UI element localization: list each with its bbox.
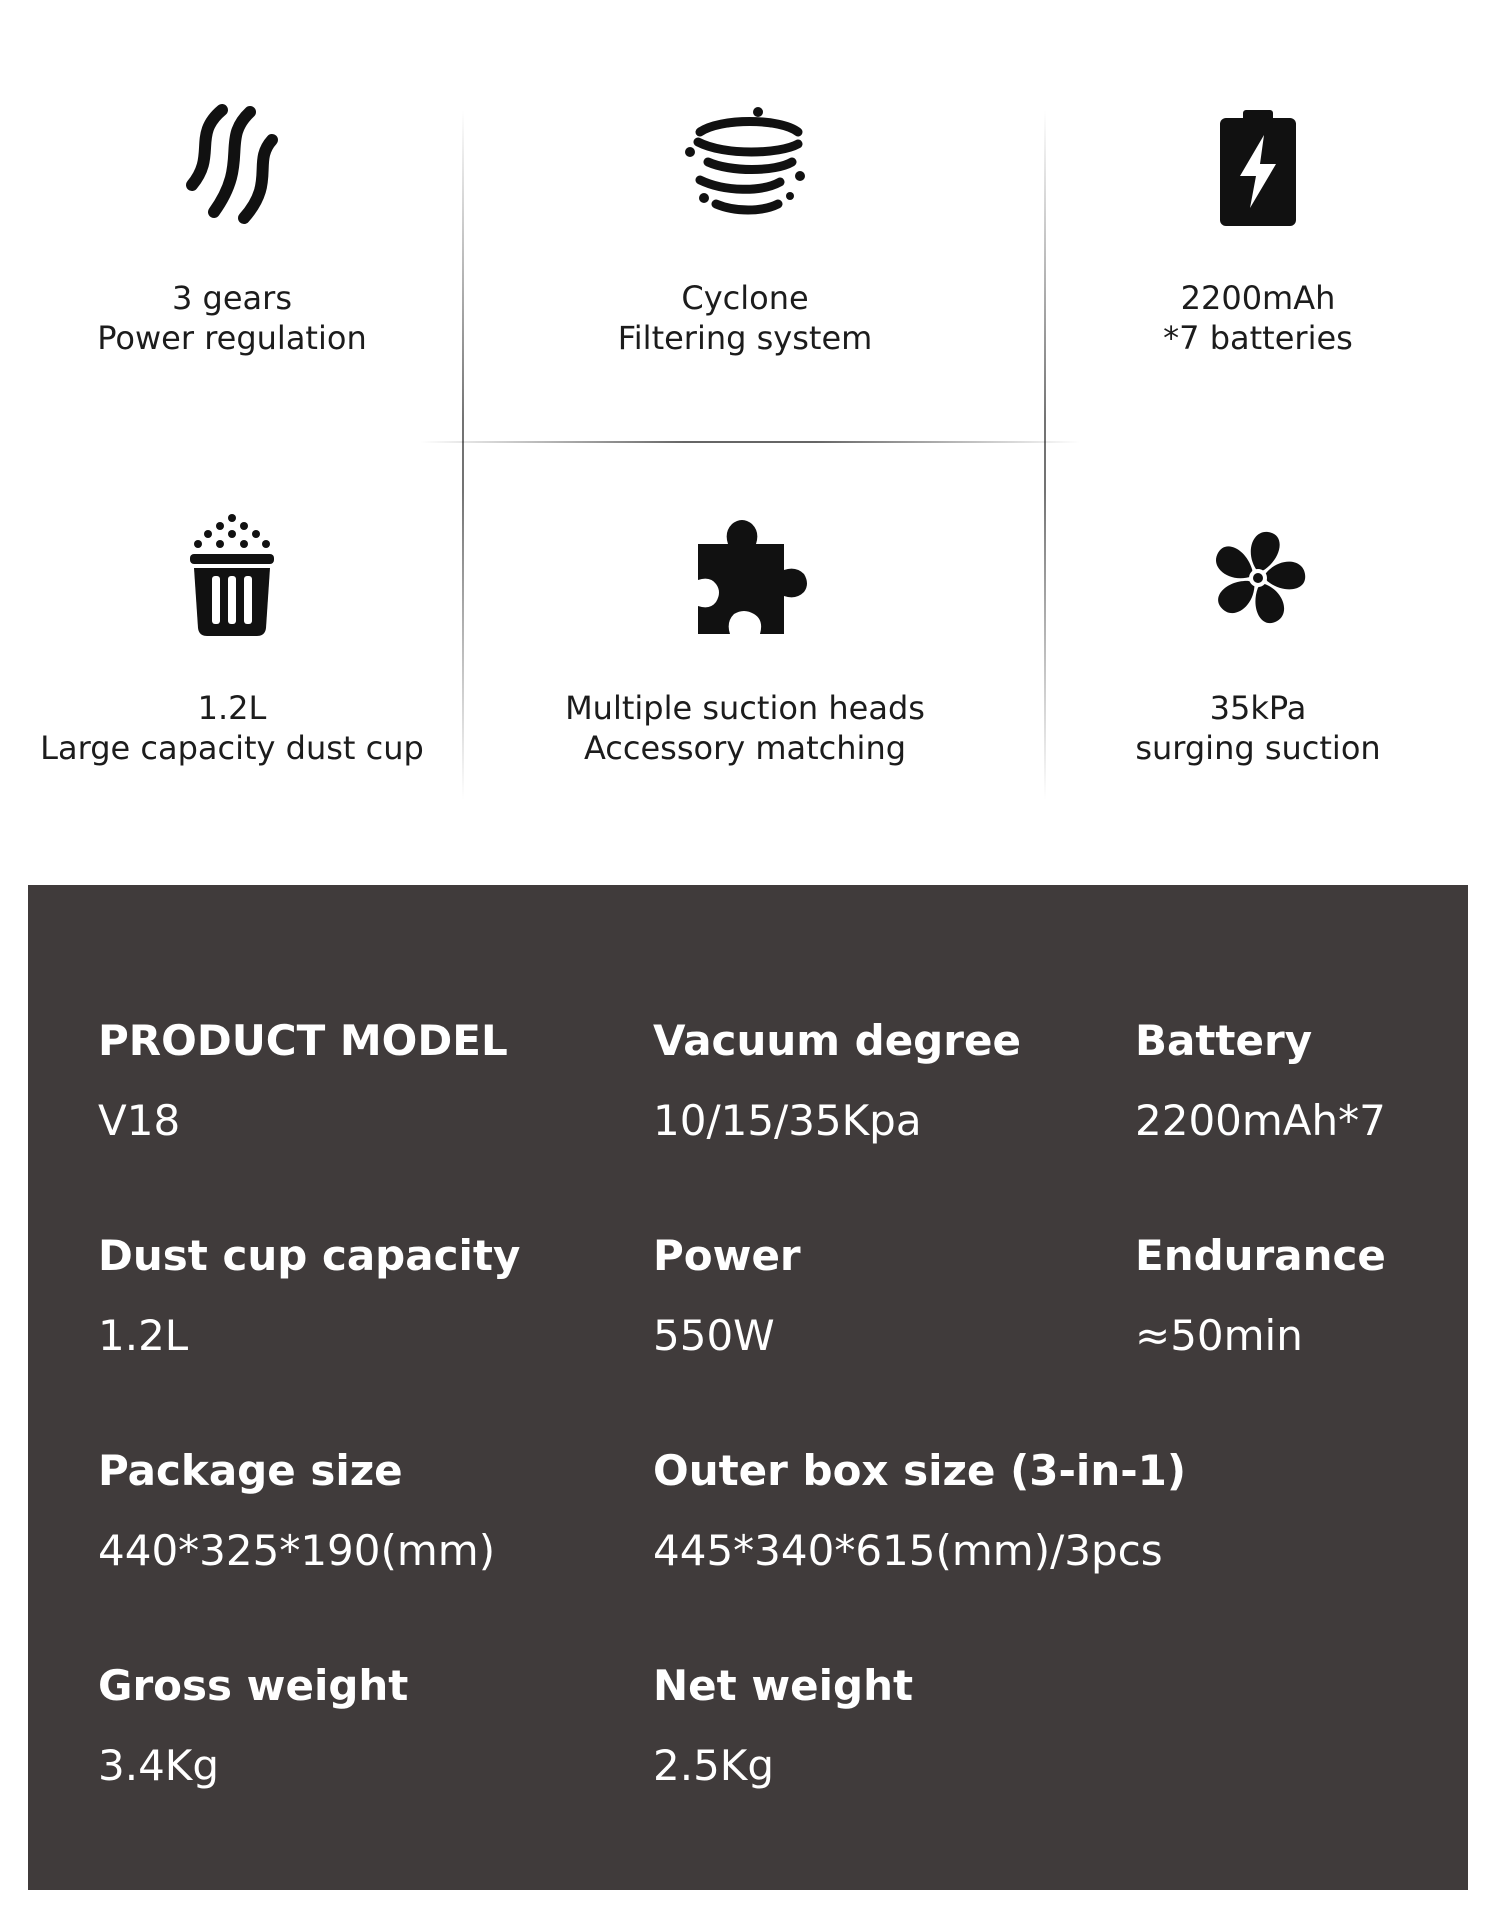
spec-vacuum-degree [653, 1015, 1021, 1147]
feature-suction-heads [495, 510, 995, 767]
divider-horizontal-center [420, 441, 1080, 443]
feature-line-2: Filtering system [617, 319, 873, 357]
spec-endurance [1135, 1230, 1386, 1362]
feature-line-2: surging suction [1135, 729, 1381, 767]
spec-value: 440*325*190(mm) [98, 1526, 496, 1575]
feature-line-1: 35kPa [1209, 689, 1307, 727]
spec-value: 2.5Kg [653, 1741, 774, 1790]
spec-value: 550W [653, 1311, 775, 1360]
feature-line-1: Multiple suction heads [565, 689, 925, 727]
spec-power [653, 1230, 801, 1362]
spec-value: 2200mAh*7 [1135, 1096, 1386, 1145]
feature-dust-cup [0, 510, 482, 767]
spec-label: Net weight [653, 1661, 914, 1710]
spec-package-size [98, 1445, 495, 1577]
feature-battery [1008, 100, 1500, 357]
spec-value: 3.4Kg [98, 1741, 219, 1790]
spec-label: Outer box size (3-in-1) [653, 1446, 1187, 1495]
feature-line-2: *7 batteries [1163, 319, 1353, 357]
spec-value: 1.2L [98, 1311, 189, 1360]
spec-label: Vacuum degree [653, 1016, 1021, 1065]
feature-suction-power [1008, 510, 1500, 767]
spec-product-model [98, 1015, 508, 1147]
spec-gross-weight [98, 1660, 408, 1792]
spec-value: 445*340*615(mm)/3pcs [653, 1526, 1163, 1575]
spec-label: Dust cup capacity [98, 1231, 521, 1280]
spec-dust-cup-capacity [98, 1230, 520, 1362]
feature-line-2: Power regulation [97, 319, 367, 357]
spec-value: 10/15/35Kpa [653, 1096, 922, 1145]
feature-power-regulation [0, 100, 482, 357]
cyclone-icon [680, 100, 810, 230]
specifications-panel [28, 885, 1468, 1890]
spec-label: Power [653, 1231, 801, 1280]
spec-label: PRODUCT MODEL [98, 1016, 508, 1065]
spec-value: V18 [98, 1096, 181, 1145]
feature-line-1: 3 gears [172, 279, 292, 317]
spec-outer-box-size [653, 1445, 1186, 1577]
feature-line-1: 2200mAh [1180, 279, 1336, 317]
spec-label: Endurance [1135, 1231, 1386, 1280]
feature-line-1: 1.2L [197, 689, 267, 727]
spec-label: Gross weight [98, 1661, 409, 1710]
feature-line-1: Cyclone [681, 279, 809, 317]
spec-label: Package size [98, 1446, 403, 1495]
heat-waves-icon [172, 100, 292, 230]
feature-line-2: Large capacity dust cup [40, 729, 424, 767]
dust-cup-icon [172, 510, 292, 640]
battery-icon [1198, 100, 1318, 230]
feature-line-2: Accessory matching [583, 729, 907, 767]
spec-label: Battery [1135, 1016, 1313, 1065]
feature-cyclone [495, 100, 995, 357]
features-grid [0, 0, 1500, 860]
spec-value: ≈50min [1135, 1311, 1303, 1360]
spec-battery [1135, 1015, 1386, 1147]
spec-net-weight [653, 1660, 913, 1792]
puzzle-piece-icon [680, 510, 810, 640]
fan-icon [1198, 510, 1318, 640]
